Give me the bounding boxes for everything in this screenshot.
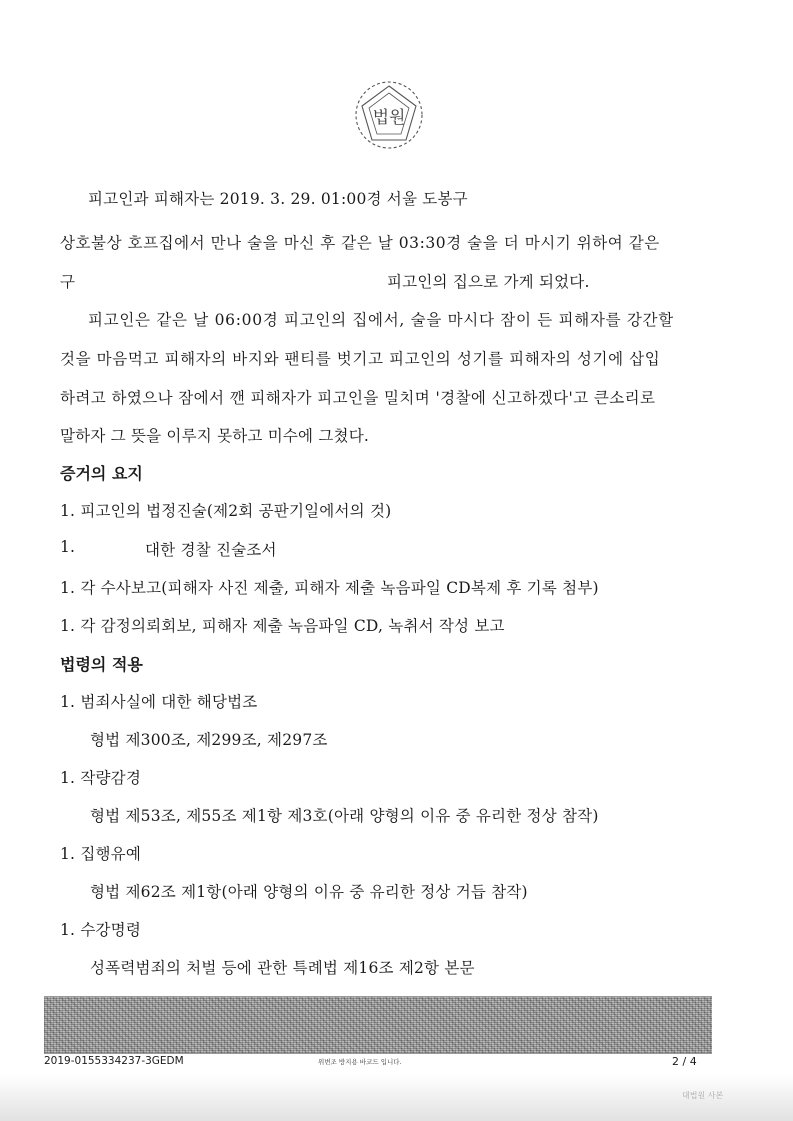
fact-line-3a: 구	[60, 273, 76, 291]
fact-line-3b: 피고인의 집으로 가게 되었다.	[387, 273, 590, 291]
court-seal-icon	[352, 78, 426, 152]
corner-stamp: 대법원 사본	[682, 1091, 724, 1100]
barcode-notice: 위변조 방지용 바코드 입니다.	[318, 1058, 402, 1066]
fact-line-5: 것을 마음먹고 피해자의 바지와 팬티를 벗기고 피고인의 성기를 피해자의 성기에 삽입	[60, 350, 661, 368]
evidence-item-3: 1. 각 수사보고(피해자 사진 제출, 피해자 제출 녹음파일 CD복제 후 기록 첨부)	[60, 579, 599, 597]
law-item-2-detail: 형법 제53조, 제55조 제1항 제3호(아래 양형의 이유 중 유리한 정상 참작)	[90, 807, 599, 825]
evidence-item-2-text: 대한 경찰 진술조서	[145, 541, 277, 559]
document-id: 2019-0155334237-3GEDM	[44, 1055, 184, 1067]
evidence-item-4: 1. 각 감정의뢰회보, 피해자 제출 녹음파일 CD, 녹취서 작성 보고	[60, 617, 505, 635]
seal-text: 법원	[372, 108, 406, 128]
law-item-1: 1. 범죄사실에 대한 해당법조	[60, 693, 258, 711]
law-item-2: 1. 작량감경	[60, 769, 142, 787]
law-item-3: 1. 집행유예	[60, 845, 142, 863]
fact-line-2: 상호불상 호프집에서 만나 술을 마신 후 같은 날 03:30경 술을 더 마시기 위하여 같은	[60, 234, 660, 252]
law-heading: 법령의 적용	[60, 655, 143, 674]
evidence-heading: 증거의 요지	[60, 464, 143, 483]
evidence-item-2-number: 1.	[60, 538, 76, 556]
fact-line-1: 피고인과 피해자는 2019. 3. 29. 01:00경 서울 도봉구	[88, 190, 468, 208]
law-item-4: 1. 수강명령	[60, 921, 142, 939]
fact-line-4: 피고인은 같은 날 06:00경 피고인의 집에서, 술을 마시다 잠이 든 피해자를 강간할	[88, 311, 674, 329]
scan-edge	[0, 1075, 793, 1121]
law-item-3-detail: 형법 제62조 제1항(아래 양형의 이유 중 유리한 정상 거듭 참작)	[90, 883, 528, 901]
law-item-4-detail: 성폭력범죄의 처벌 등에 관한 특례법 제16조 제2항 본문	[90, 959, 475, 977]
page-number: 2 / 4	[672, 1055, 697, 1068]
fact-line-7: 말하자 그 뜻을 이루지 못하고 미수에 그쳤다.	[60, 427, 370, 445]
anti-forgery-barcode	[44, 996, 712, 1054]
law-item-1-detail: 형법 제300조, 제299조, 제297조	[90, 731, 328, 749]
fact-line-6: 하려고 하였으나 잠에서 깬 피해자가 피고인을 밀치며 '경찰에 신고하겠다'고 큰소리로	[60, 389, 656, 407]
evidence-item-1: 1. 피고인의 법정진술(제2회 공판기일에서의 것)	[60, 502, 392, 520]
